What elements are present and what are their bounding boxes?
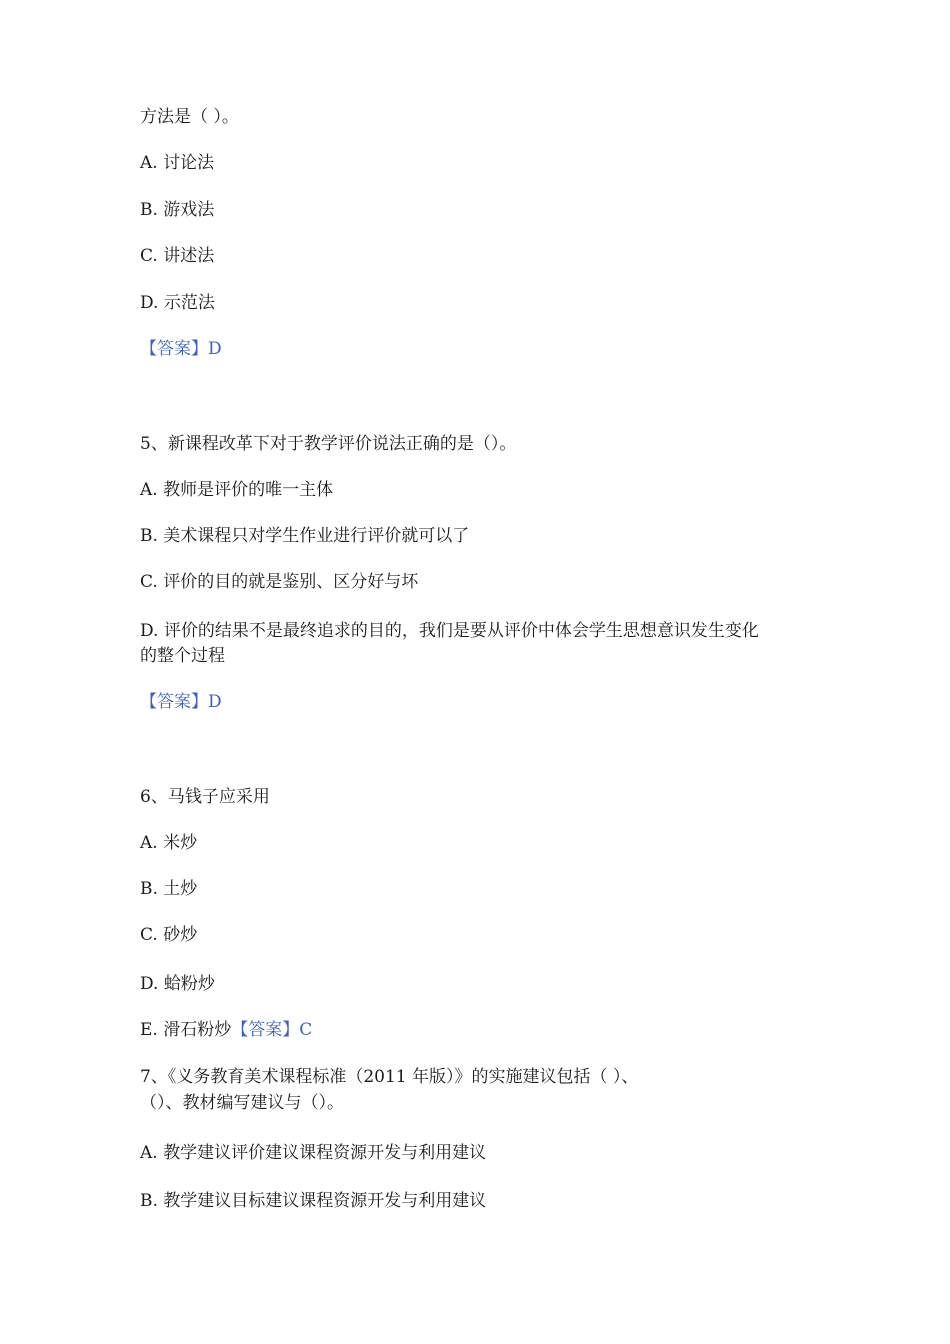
question-4-option-b: B. 游戏法 [140,200,215,220]
question-6-option-e [140,1017,312,1043]
question-6-stem: 6、马钱子应采用 [140,787,270,807]
answer-value: C [299,1020,313,1040]
question-6-option-d: D. 蛤粉炒 [140,974,215,994]
question-5-option-b: B. 美术课程只对学生作业进行评价就可以了 [140,526,470,546]
question-6-option-b: B. 土炒 [140,879,198,899]
question-7-stem-line-2: （）、教材编写建议与（）。 [140,1093,344,1113]
question-7-option-a: A. 教学建议评价建议课程资源开发与利用建议 [140,1143,487,1163]
question-4-option-c: C. 讲述法 [140,246,215,266]
question-5-answer [140,689,222,715]
question-7-option-b: B. 教学建议目标建议课程资源开发与利用建议 [140,1191,487,1211]
answer-value: D [208,339,222,359]
question-4-option-d: D. 示范法 [140,293,215,313]
question-6-option-c: C. 砂炒 [140,925,198,945]
answer-value: D [208,692,222,712]
answer-label: 【答案】 [231,1020,300,1040]
question-4-answer [140,336,222,362]
question-6-option-a: A. 米炒 [140,833,198,853]
answer-label: 【答案】 [140,692,208,712]
question-5-option-d-line-2: 的整个过程 [140,646,225,666]
question-5-stem: 5、新课程改革下对于教学评价说法正确的是（）。 [140,434,517,454]
question-7-stem-line-1: 7、《义务教育美术课程标准（2011 年版）》的实施建议包括（ ）、 [140,1067,639,1087]
answer-label: 【答案】 [140,339,208,359]
question-4-option-a: A. 讨论法 [140,153,215,173]
question-5-option-c: C. 评价的目的就是鉴别、区分好与坏 [140,572,419,592]
option-e-text: E. 滑石粉炒 [140,1020,232,1040]
question-5-option-a: A. 教师是评价的唯一主体 [140,480,334,500]
question-4-stem-tail: 方法是（ ）。 [140,107,239,127]
question-5-option-d-line-1: D. 评价的结果不是最终追求的目的，我们是要从评价中体会学生思想意识发生变化 [140,621,759,641]
